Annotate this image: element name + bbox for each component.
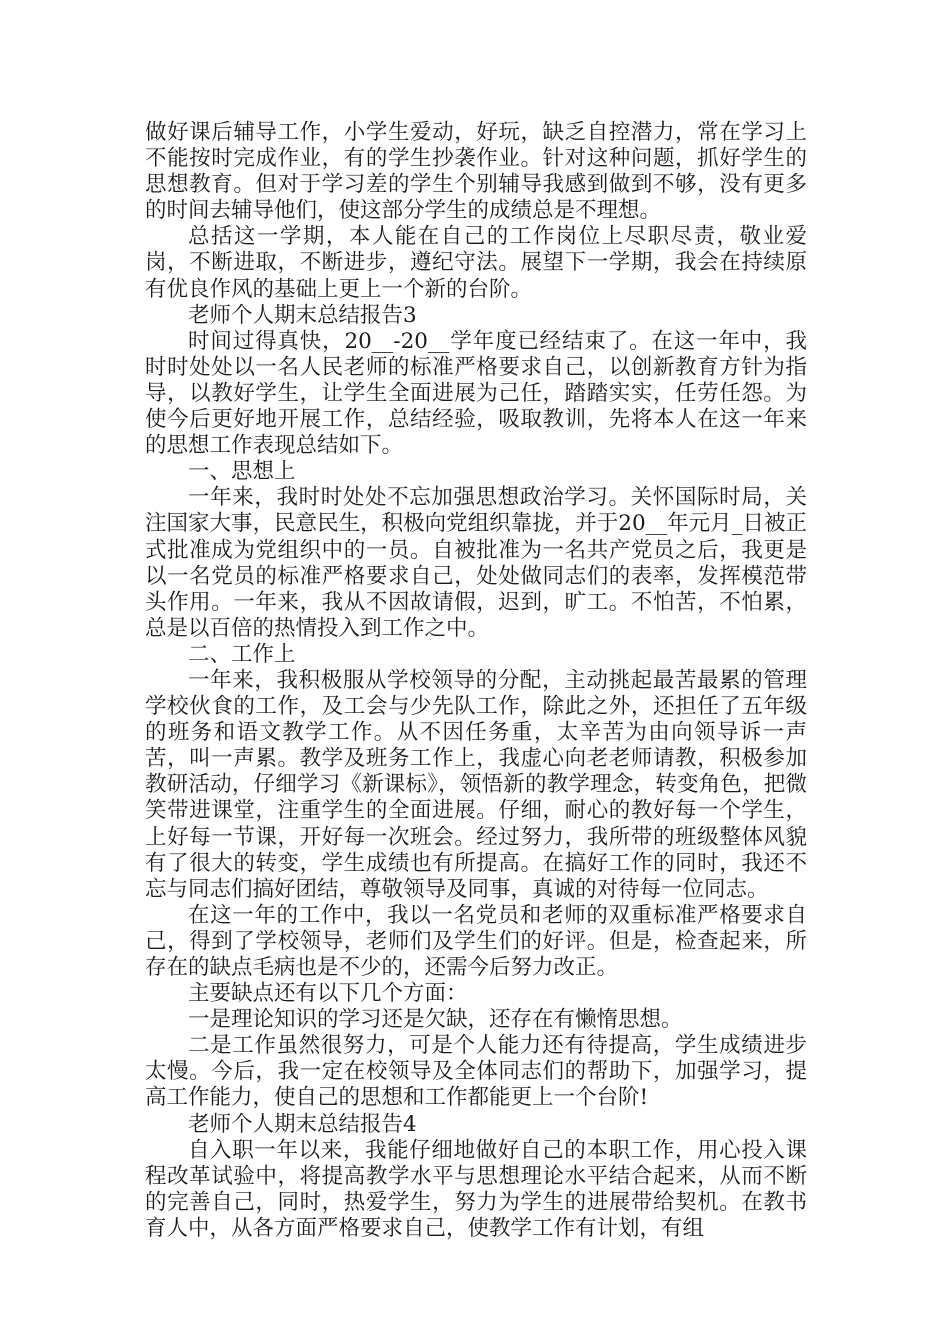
- paragraph-ideology: 一年来，我时时处处不忘加强思想政治学习。关怀国际时局，关注国家大事，民意民生，积极向党组织靠拢，并于20__年元月_日被正式批准成为党组织中的一员。自被批准为一名共产党员之后，我更是以一名党员的标准严格要求自己，处处做同志们的表率，发挥模范带头作用。一年来，我从不因故请假，迟到，旷工。不怕苦，不怕累，总是以百倍的热情投入到工作之中。: [145, 485, 807, 641]
- paragraph-report-4-intro: 自入职一年以来，我能仔细地做好自己的本职工作，用心投入课程改革试验中，将提高教学水平与思想理论水平结合起来，从而不断的完善自己，同时，热爱学生，努力为学生的进展带给契机。在教书育人中，从各方面严格要求自己，使教学工作有计划，有组: [145, 1137, 807, 1241]
- paragraph-shortcomings-intro: 主要缺点还有以下几个方面：: [188, 981, 468, 1007]
- paragraph-shortcoming-1: 一是理论知识的学习还是欠缺，还存在有懒惰思想。: [188, 1007, 683, 1033]
- paragraph-semester-summary: 总括这一学期，本人能在自己的工作岗位上尽职尽责，敬业爱岗，不断进取，不断进步，遵纪守法。展望下一学期，我会在持续原有优良作风的基础上更上一个新的台阶。: [145, 224, 807, 302]
- paragraph-work: 一年来，我积极服从学校领导的分配，主动挑起最苦最累的管理学校伙食的工作，及工会与少先队工作，除此之外，还担任了五年级的班务和语文教学工作。从不因任务重，太辛苦为由向领导诉一声苦，叫一声累。教学及班务工作上，我虚心向老老师请教，积极参加教研活动，仔细学习《新课标》，领悟新的教学理念，转变角色，把微笑带进课堂，注重学生的全面进展。仔细，耐心的教好每一个学生，上好每一节课，开好每一次班会。经过努力，我所带的班级整体风貌有了很大的转变，学生成绩也有所提高。在搞好工作的同时，我还不忘与同志们搞好团结，尊敬领导及同事，真诚的对待每一位同志。: [145, 667, 807, 902]
- paragraph-shortcoming-2: 二是工作虽然很努力，可是个人能力还有待提高，学生成绩进步太慢。今后，我一定在校领导及全体同志们的帮助下，加强学习，提高工作能力，使自己的思想和工作都能更上一个台阶!: [145, 1033, 807, 1111]
- paragraph-tutoring: 做好课后辅导工作，小学生爱动，好玩，缺乏自控潜力，常在学习上不能按时完成作业，有的学生抄袭作业。针对这种问题，抓好学生的思想教育。但对于学习差的学生个别辅导我感到做到不够，没有更多的时间去辅导他们，使这部分学生的成绩总是不理想。: [145, 120, 807, 224]
- subheading-work: 二、工作上: [188, 641, 296, 667]
- subheading-ideology: 一、思想上: [188, 459, 296, 485]
- section-heading-report-3: 老师个人期末总结报告3: [188, 302, 417, 328]
- document-body: [145, 120, 807, 1242]
- paragraph-report-3-intro: 时间过得真快，20__-20__学年度已经结束了。在这一年中，我时时处处以一名人民老师的标准严格要求自己，以创新教育方针为指导，以教好学生，让学生全面进展为己任，踏踏实实，任劳任怨。为使今后更好地开展工作，总结经验，吸取教训，先将本人在这一年来的思想工作表现总结如下。: [145, 328, 807, 459]
- paragraph-self-review: 在这一年的工作中，我以一名党员和老师的双重标准严格要求自己，得到了学校领导，老师们及学生们的好评。但是，检查起来，所存在的缺点毛病也是不少的，还需今后努力改正。: [145, 902, 807, 980]
- section-heading-report-4: 老师个人期末总结报告4: [188, 1111, 417, 1137]
